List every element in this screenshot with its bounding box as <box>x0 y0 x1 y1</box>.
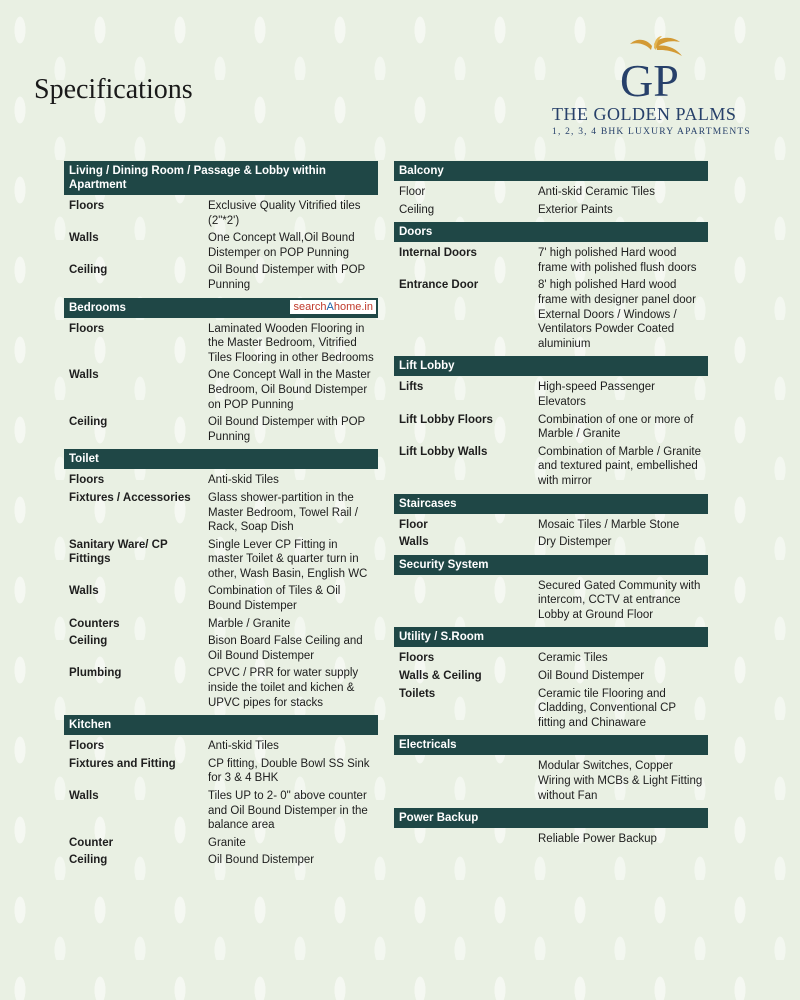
spec-label: Walls <box>69 369 99 382</box>
section-title: Utility / S.Room <box>399 631 484 644</box>
spec-row <box>64 853 378 868</box>
spec-value: Single Lever CP Fitting in master Toilet & quarter turn in other, Wash Basin, English WC <box>208 538 368 580</box>
spec-row <box>64 757 378 786</box>
spec-row <box>64 231 378 260</box>
spec-row <box>394 445 708 489</box>
spec-row <box>64 617 378 632</box>
spec-label: Plumbing <box>69 667 122 680</box>
section-title: Bedrooms <box>69 301 126 314</box>
section-power-backup <box>394 808 708 847</box>
spec-label: Fixtures and Fitting <box>69 757 176 770</box>
spec-value: Oil Bound Distemper with POP Punning <box>208 416 366 443</box>
section-kitchen <box>64 715 378 868</box>
section-title: Balcony <box>399 165 444 177</box>
spec-rows <box>394 376 708 488</box>
spec-rows <box>64 318 378 445</box>
spec-label: Ceiling <box>399 203 435 216</box>
spec-value: CP fitting, Double Bowl SS Sink for 3 & 4 BHK <box>208 757 370 785</box>
section-title: Security System <box>399 558 489 571</box>
spec-rows <box>64 469 378 710</box>
spec-row <box>64 368 378 412</box>
spec-row <box>394 759 708 803</box>
spec-value: CPVC / PRR for water supply inside the toilet and kichen & UPVC pipes for stacks <box>208 667 359 709</box>
section-staircases <box>394 494 708 550</box>
section-living-dining-room-passage-lobby-within-apartment <box>64 161 378 293</box>
spec-value: Oil Bound Distemper <box>208 854 315 867</box>
section-lift-lobby <box>394 356 708 488</box>
section-title: Power Backup <box>399 812 479 825</box>
spec-rows <box>394 514 708 550</box>
spec-label: Ceiling <box>69 416 108 429</box>
spec-value: Combination of Marble / Granite and textured paint, embellished with mirror <box>538 445 701 487</box>
spec-row <box>394 687 708 731</box>
section-header <box>64 715 378 735</box>
spec-value: 7' high polished Hard wood frame with polished flush doors <box>538 247 697 274</box>
spec-row <box>64 538 378 582</box>
spec-value: Reliable Power Backup <box>538 833 657 846</box>
spec-value: Modular Switches, Copper Wiring with MCBs & Light Fitting without Fan <box>538 760 703 802</box>
spec-value: Laminated Wooden Flooring in the Master Bedroom, Vitrified Tiles Flooring in other Bedrooms <box>208 322 374 364</box>
section-header <box>394 735 708 755</box>
spec-value: Anti-skid Tiles <box>208 474 279 487</box>
spec-row <box>394 669 708 684</box>
spec-rows <box>64 735 378 868</box>
spec-label: Floor <box>399 518 428 531</box>
section-title: Doors <box>399 226 433 239</box>
spec-row <box>64 789 378 833</box>
spec-rows <box>64 195 378 293</box>
spec-row <box>394 535 708 550</box>
spec-row <box>64 415 378 444</box>
spec-label: Sanitary Ware/ CP Fittings <box>69 538 168 566</box>
spec-label: Ceiling <box>69 264 108 277</box>
spec-label: Walls <box>399 536 429 549</box>
watermark-accent: A <box>326 300 334 313</box>
spec-value: Granite <box>208 836 246 849</box>
spec-value: Ceramic tile Flooring and Cladding, Conventional CP fitting and Chinaware <box>538 687 676 729</box>
brand-tagline: 1, 2, 3, 4 BHK LUXURY APARTMENTS <box>552 127 751 137</box>
spec-row <box>64 199 378 228</box>
spec-label: Ceiling <box>69 635 108 648</box>
spec-row <box>394 380 708 409</box>
spec-label <box>394 832 538 847</box>
section-title: Kitchen <box>69 719 112 732</box>
spec-row <box>394 832 708 847</box>
spec-row <box>64 263 378 292</box>
section-header <box>394 494 708 514</box>
spec-label <box>394 579 538 623</box>
spec-rows <box>394 755 708 803</box>
spec-row <box>394 278 708 351</box>
spec-value: Marble / Granite <box>208 617 291 630</box>
spec-row <box>394 203 708 218</box>
section-bedrooms <box>64 298 378 445</box>
section-header <box>394 161 708 181</box>
section-title: Electricals <box>399 739 457 752</box>
spec-row <box>64 322 378 366</box>
section-title: Toilet <box>69 453 99 466</box>
section-title: Lift Lobby <box>399 360 455 373</box>
spec-row <box>64 473 378 488</box>
section-header <box>64 161 378 195</box>
watermark-pre: search <box>293 300 327 313</box>
spec-value: Oil Bound Distemper <box>538 670 645 683</box>
spec-value: Anti-skid Ceramic Tiles <box>538 186 655 198</box>
spec-row <box>394 246 708 275</box>
logo-monogram: GP <box>620 55 679 102</box>
spec-row <box>394 651 708 666</box>
spec-label: Lift Lobby Walls <box>399 445 488 458</box>
spec-label: Ceiling <box>69 854 108 867</box>
spec-label: Floors <box>69 740 105 753</box>
spec-label: Floors <box>399 652 435 665</box>
right-spec-column <box>394 161 708 852</box>
spec-rows <box>394 242 708 351</box>
spec-value: High-speed Passenger Elevators <box>538 381 655 408</box>
section-header <box>64 449 378 469</box>
left-spec-column <box>64 161 378 873</box>
spec-row <box>394 413 708 442</box>
section-title: Living / Dining Room / Passage & Lobby within Apartment <box>69 165 326 191</box>
spec-label: Entrance Door <box>399 279 479 292</box>
spec-value: Ceramic Tiles <box>538 652 608 665</box>
spec-label: Floors <box>69 322 105 335</box>
spec-label: Counter <box>69 836 114 849</box>
spec-label: Walls <box>69 585 99 598</box>
spec-row <box>394 185 708 200</box>
spec-value: Exterior Paints <box>538 203 613 216</box>
palm-monogram-icon <box>610 36 690 102</box>
section-header <box>394 222 708 242</box>
watermark-badge <box>290 300 376 314</box>
section-header <box>394 627 708 647</box>
spec-row <box>64 584 378 613</box>
spec-value: Mosaic Tiles / Marble Stone <box>538 518 680 531</box>
spec-value: Combination of one or more of Marble / Granite <box>538 413 694 441</box>
section-header <box>394 808 708 828</box>
spec-rows <box>394 828 708 847</box>
spec-row <box>64 666 378 710</box>
spec-value: One Concept Wall,Oil Bound Distemper on POP Punning <box>208 232 355 259</box>
spec-label: Floor <box>399 186 426 198</box>
spec-label: Counters <box>69 617 120 630</box>
spec-label: Walls & Ceiling <box>399 670 482 683</box>
section-security-system <box>394 555 708 623</box>
spec-label: Toilets <box>399 687 436 700</box>
spec-rows <box>394 181 708 217</box>
section-balcony <box>394 161 708 217</box>
spec-value: Anti-skid Tiles <box>208 740 279 753</box>
spec-row <box>64 491 378 535</box>
spec-label: Walls <box>69 790 99 802</box>
brand-name: THE GOLDEN PALMS <box>552 104 737 124</box>
spec-value: Glass shower-partition in the Master Bedroom, Towel Rail / Rack, Soap Dish <box>208 491 358 534</box>
spec-label: Floors <box>69 474 105 487</box>
spec-value: Secured Gated Community with intercom, CCTV at entrance Lobby at Ground Floor <box>538 579 701 621</box>
spec-row <box>394 518 708 533</box>
spec-value: Tiles UP to 2- 0" above counter and Oil Bound Distemper in the balance area <box>208 790 368 832</box>
spec-label <box>394 759 538 803</box>
spec-label: Floors <box>69 200 105 212</box>
section-electricals <box>394 735 708 803</box>
spec-value: 8' high polished Hard wood frame with designer panel door External Doors / Windows / Ventilators Powder Coated aluminium <box>538 279 696 350</box>
spec-value: Combination of Tiles & Oil Bound Distemper <box>208 585 341 613</box>
section-header <box>394 356 708 376</box>
spec-label: Walls <box>69 232 99 245</box>
spec-label: Lift Lobby Floors <box>399 413 493 426</box>
spec-row <box>64 634 378 663</box>
section-toilet <box>64 449 378 710</box>
section-title: Staircases <box>399 497 457 510</box>
spec-value: Oil Bound Distemper with POP Punning <box>208 264 366 291</box>
section-utility-s-room <box>394 627 708 730</box>
section-header <box>64 298 378 318</box>
spec-value: Exclusive Quality Vitrified tiles (2"*2') <box>208 200 361 227</box>
spec-value: Bison Board False Ceiling and Oil Bound Distemper <box>208 635 363 662</box>
section-header <box>394 555 708 575</box>
page-title: Specifications <box>34 74 193 105</box>
spec-label: Lifts <box>399 381 424 394</box>
brand-logo <box>548 36 758 142</box>
spec-row <box>64 739 378 754</box>
spec-label: Fixtures / Accessories <box>69 491 191 504</box>
spec-value: One Concept Wall in the Master Bedroom, Oil Bound Distemper on POP Punning <box>208 369 371 411</box>
spec-rows <box>394 575 708 623</box>
spec-label: Internal Doors <box>399 247 477 260</box>
spec-row <box>394 579 708 623</box>
spec-value: Dry Distemper <box>538 536 612 549</box>
watermark-post: home.in <box>333 300 373 313</box>
spec-rows <box>394 647 708 730</box>
section-doors <box>394 222 708 351</box>
spec-row <box>64 836 378 851</box>
